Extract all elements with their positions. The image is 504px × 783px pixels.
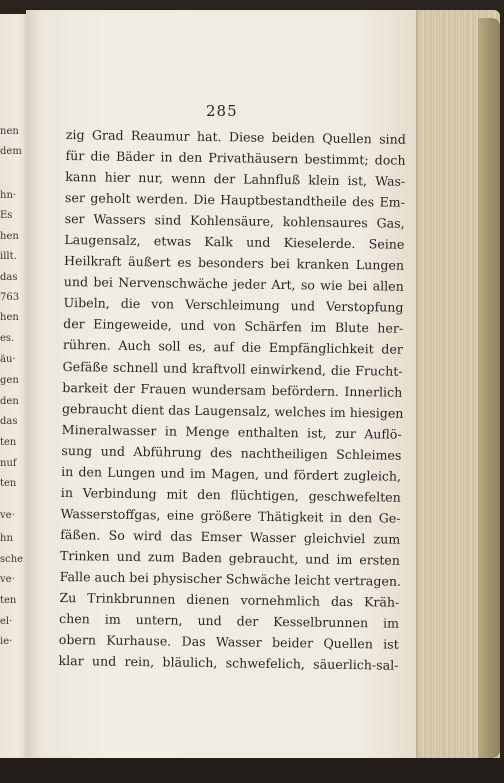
text-line: chen im untern, und der Kesselbrunnen im (58, 611, 400, 631)
text-line: Zu Trinkbrunnen dienen vornehmlich das Kräh- (59, 589, 400, 610)
left-page-fragment: 763 (0, 292, 20, 303)
left-page-fragment: es. (0, 333, 15, 344)
text-line: Heilkraft äußert es besonders bei kranken Lungen (63, 253, 405, 274)
text-line: barkeit der Frauen wundersam befördern. Innerlich (62, 379, 403, 400)
text-line: Laugensalz, etwas Kalk und Kieselerde. Seine (64, 232, 405, 252)
text-line: in den Lungen und im Magen, und fördert zugleich, (61, 463, 402, 484)
left-page-fragment: hen (0, 312, 19, 323)
left-page-fragment: den (0, 396, 19, 407)
left-page-fragment: el· (0, 616, 13, 627)
left-page-fragment: äu· (0, 354, 16, 365)
left-page-fragment: gen (0, 375, 19, 386)
left-page-fragment: ten (0, 478, 17, 489)
left-page-fragment: ten (0, 595, 17, 606)
text-line: klar und rein, bläulich, schwefelich, säuerlich-sal- (58, 653, 399, 673)
text-line: der Eingeweide, und von Schärfen im Blute her- (63, 316, 404, 337)
background-strip (0, 758, 504, 783)
text-line: ser Wassers sind Kohlensäure, kohlensaures Gas, (64, 211, 405, 231)
left-page-fragment: hn· (0, 190, 17, 201)
text-line: und bei Nervenschwäche jeder Art, so wie bei allen (63, 274, 404, 295)
left-page-fragment: ve· (0, 574, 15, 585)
left-page-fragment: das (0, 416, 18, 427)
book-page (26, 10, 416, 758)
left-page-fragment: illt. (0, 251, 17, 262)
page-number: 285 (206, 102, 238, 120)
left-page-fragment: ve· (0, 510, 15, 521)
text-line: Mineralwasser in Menge enthalten ist, zur Auflö- (61, 421, 402, 442)
left-page-fragment: Es (0, 210, 13, 221)
text-line: Falle auch bei physischer Schwäche leicht vertragen. (59, 568, 402, 589)
left-page-fragment: dem (0, 146, 22, 157)
body-text (58, 124, 406, 676)
text-line: sung und Abführung des nachtheiligen Schleimes (61, 442, 402, 463)
text-line: zig Grad Reaumur hat. Diese beiden Quellen sind (65, 126, 406, 147)
left-page-fragment: sche (0, 554, 24, 565)
book-cover-edge (478, 18, 500, 758)
left-page-fragment: nen (0, 126, 19, 137)
left-page-fragment: nuf (0, 458, 17, 469)
left-page-fragment: hen (0, 231, 19, 242)
text-line: kann hier nur, wenn der Lahnfluß klein ist, Was- (65, 169, 406, 189)
text-line: gebraucht dient das Laugensalz, welches im hiesigen (61, 400, 404, 421)
text-line: Trinken und zum Baden gebraucht, und im ersten (59, 547, 401, 568)
left-page-fragment: ten (0, 437, 17, 448)
text-line: in Verbindung mit den flüchtigen, geschwefelten (60, 484, 401, 505)
text-line: Gefäße schnell und kraftvoll einwirkend, die Frucht- (62, 358, 403, 379)
text-line: ser geholt werden. Die Hauptbestandtheile des Em- (64, 190, 406, 210)
left-page-fragment: das (0, 272, 18, 283)
text-line: rühren. Auch soll es, auf die Empfänglichkeit der (62, 337, 403, 358)
text-line: für die Bäder in den Privathäusern bestimmt; doch (65, 148, 406, 168)
left-page-fragment: hn (0, 533, 13, 544)
text-line: Wasserstoffgas, eine größere Thätigkeit in den Ge- (60, 505, 401, 526)
text-line: obern Kurhause. Das Wasser beider Quellen ist (58, 632, 399, 652)
text-line: fäßen. So wird das Emser Wasser gleichviel zum (60, 526, 401, 547)
text-line: Uibeln, die von Verschleimung und Verstopfung (63, 295, 404, 316)
left-page-fragment: ie· (0, 636, 13, 647)
